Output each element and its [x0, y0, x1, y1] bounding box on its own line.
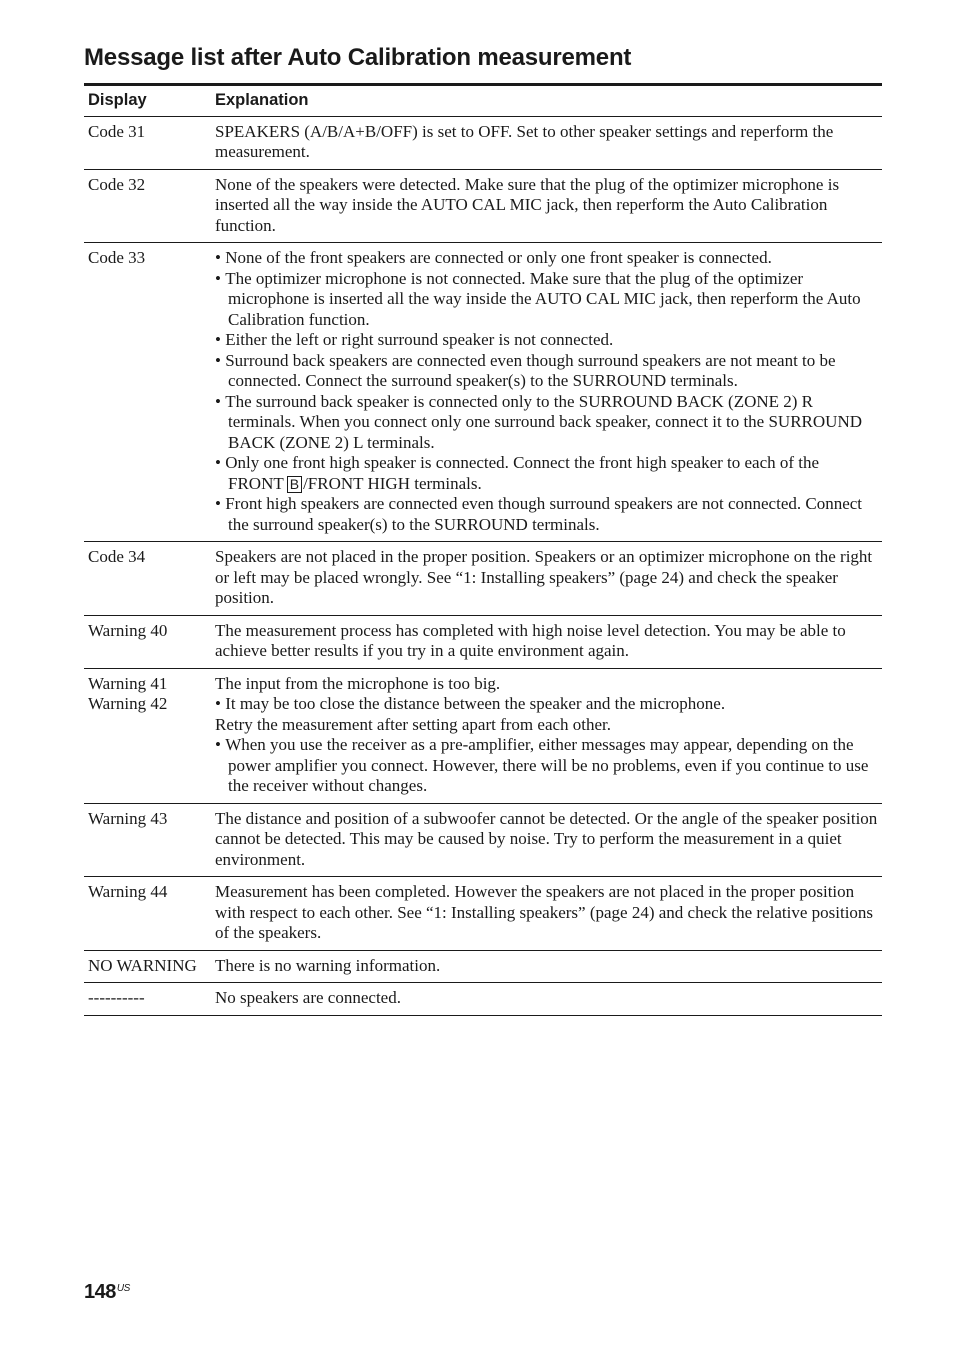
page-title: Message list after Auto Calibration measurement [84, 44, 632, 71]
display-cell [84, 615, 211, 668]
display-code: Warning 43 [88, 808, 168, 828]
bullet-icon: • [215, 494, 226, 513]
display-cell [84, 169, 211, 243]
explanation-cell [211, 542, 882, 616]
table-row [84, 615, 882, 668]
display-code: Warning 41 Warning 42 [88, 673, 168, 713]
bullet-text: Surround back speakers are connected even though surround speakers are not meant to be connected. Connect the surround speaker(s) to the SURROUND terminals. [225, 350, 836, 390]
table-body [84, 116, 882, 1015]
explanation-text: Retry the measurement after setting apart from each other. [215, 714, 612, 734]
bullet-item [215, 694, 878, 715]
bullet-icon: • [215, 694, 226, 713]
explanation-text: The input from the microphone is too big. [215, 673, 501, 693]
display-cell [84, 542, 211, 616]
explanation-cell [211, 116, 882, 169]
explanation-cell [211, 169, 882, 243]
bullet-item [215, 330, 878, 351]
table-row [84, 877, 882, 951]
display-cell [84, 116, 211, 169]
bullet-icon: • [215, 391, 226, 411]
table-row [84, 950, 882, 983]
display-cell [84, 803, 211, 877]
bullet-icon: • [215, 453, 226, 472]
table-row [84, 243, 882, 542]
display-code: Warning 40 [88, 620, 168, 640]
display-cell [84, 243, 211, 542]
explanation-column-header: Explanation [211, 86, 882, 116]
bullet-icon: • [215, 350, 226, 370]
bullet-text: When you use the receiver as a pre-amplifier, either messages may appear, depending on the power amplifier you connect. However, there will be no problems, even if you continue to use the receiver without changes. [225, 735, 869, 795]
explanation-text: The measurement process has completed with high noise level detection. You may be able to achieve better results if you try in a quite environment again. [215, 620, 846, 660]
bullet-item [215, 351, 878, 392]
table-row [84, 983, 882, 1016]
table-row [84, 169, 882, 243]
display-cell [84, 877, 211, 951]
explanation-text: None of the speakers were detected. Make sure that the plug of the optimizer microphone is inserted all the way inside the AUTO CAL MIC jack, then reperform the Auto Calibration function. [215, 174, 840, 235]
message-table [84, 86, 882, 1016]
explanation-cell [211, 950, 882, 983]
explanation-cell [211, 983, 882, 1016]
display-cell [84, 983, 211, 1016]
boxed-b-label: B [287, 476, 302, 493]
explanation-text: SPEAKERS (A/B/A+B/OFF) is set to OFF. Set to other speaker settings and reperform the measurement. [215, 121, 834, 161]
bullet-item [215, 735, 878, 797]
display-cell [84, 668, 211, 803]
bullet-item [215, 269, 878, 331]
page-number [84, 1281, 130, 1304]
bullet-text: The optimizer microphone is not connected. Make sure that the plug of the optimizer microphone is inserted all the way inside the AUTO CAL MIC jack, then reperform the Auto Calibration function. [225, 268, 861, 329]
bullet-text: Front high speakers are connected even though surround speakers are not connected. Connect the surround speaker(s) to the SURROUND terminals. [225, 494, 863, 534]
table-row [84, 116, 882, 169]
page-number-suffix: US [116, 1283, 130, 1294]
display-code: Code 34 [88, 547, 146, 566]
explanation-text: There is no warning information. [215, 955, 441, 975]
explanation-text: Measurement has been completed. However the speakers are not placed in the proper position with respect to each other. See “1: Installing speakers” (page 24) and check the relative positions of the speakers. [215, 882, 874, 942]
table-header-row [84, 86, 882, 116]
explanation-cell [211, 803, 882, 877]
bullet-icon: • [215, 735, 226, 754]
explanation-cell [211, 877, 882, 951]
display-code: ---------- [88, 988, 145, 1007]
explanation-text: Speakers are not placed in the proper position. Speakers or an optimizer microphone on the right or left may be placed wrongly. See “1: Installing speakers” (page 24) and check the speaker position. [215, 547, 873, 607]
bullet-item [215, 248, 878, 269]
bullet-text: It may be too close the distance between the speaker and the microphone. [225, 694, 726, 713]
explanation-text: No speakers are connected. [215, 988, 401, 1007]
table-row [84, 803, 882, 877]
bullet-text: None of the front speakers are connected or only one front speaker is connected. [225, 248, 772, 267]
display-column-header: Display [84, 86, 211, 116]
explanation-cell [211, 243, 882, 542]
bullet-item [215, 392, 878, 454]
bullet-item [215, 494, 878, 535]
display-code: NO WARNING [88, 955, 197, 975]
table-row [84, 668, 882, 803]
explanation-cell [211, 615, 882, 668]
table-row [84, 542, 882, 616]
display-code: Code 32 [88, 174, 146, 194]
bullet-text-cont: /FRONT HIGH terminals. [303, 473, 482, 493]
page-number-value: 148 [84, 1281, 116, 1303]
display-code: Warning 44 [88, 882, 168, 901]
explanation-text: The distance and position of a subwoofer cannot be detected. Or the angle of the speaker position cannot be detected. This may be caused by noise. Try to perform the measurement in a quiet environment. [215, 808, 878, 869]
bullet-item [215, 453, 878, 494]
display-cell [84, 950, 211, 983]
bullet-icon: • [215, 268, 226, 288]
bullet-text: The surround back speaker is connected only to the SURROUND BACK (ZONE 2) R terminals. When you connect only one surround back speaker, connect it to the SURROUND BACK (ZONE 2) L terminals. [225, 391, 862, 452]
bullet-icon: • [215, 330, 226, 349]
explanation-cell [211, 668, 882, 803]
bullet-icon: • [215, 248, 226, 267]
bullet-text: Either the left or right surround speaker is not connected. [225, 330, 614, 349]
display-code: Code 33 [88, 248, 146, 267]
bullet-text: Only one front high speaker is connected. Connect the front high speaker to each of the FRONT [225, 453, 820, 493]
display-code: Code 31 [88, 121, 146, 141]
